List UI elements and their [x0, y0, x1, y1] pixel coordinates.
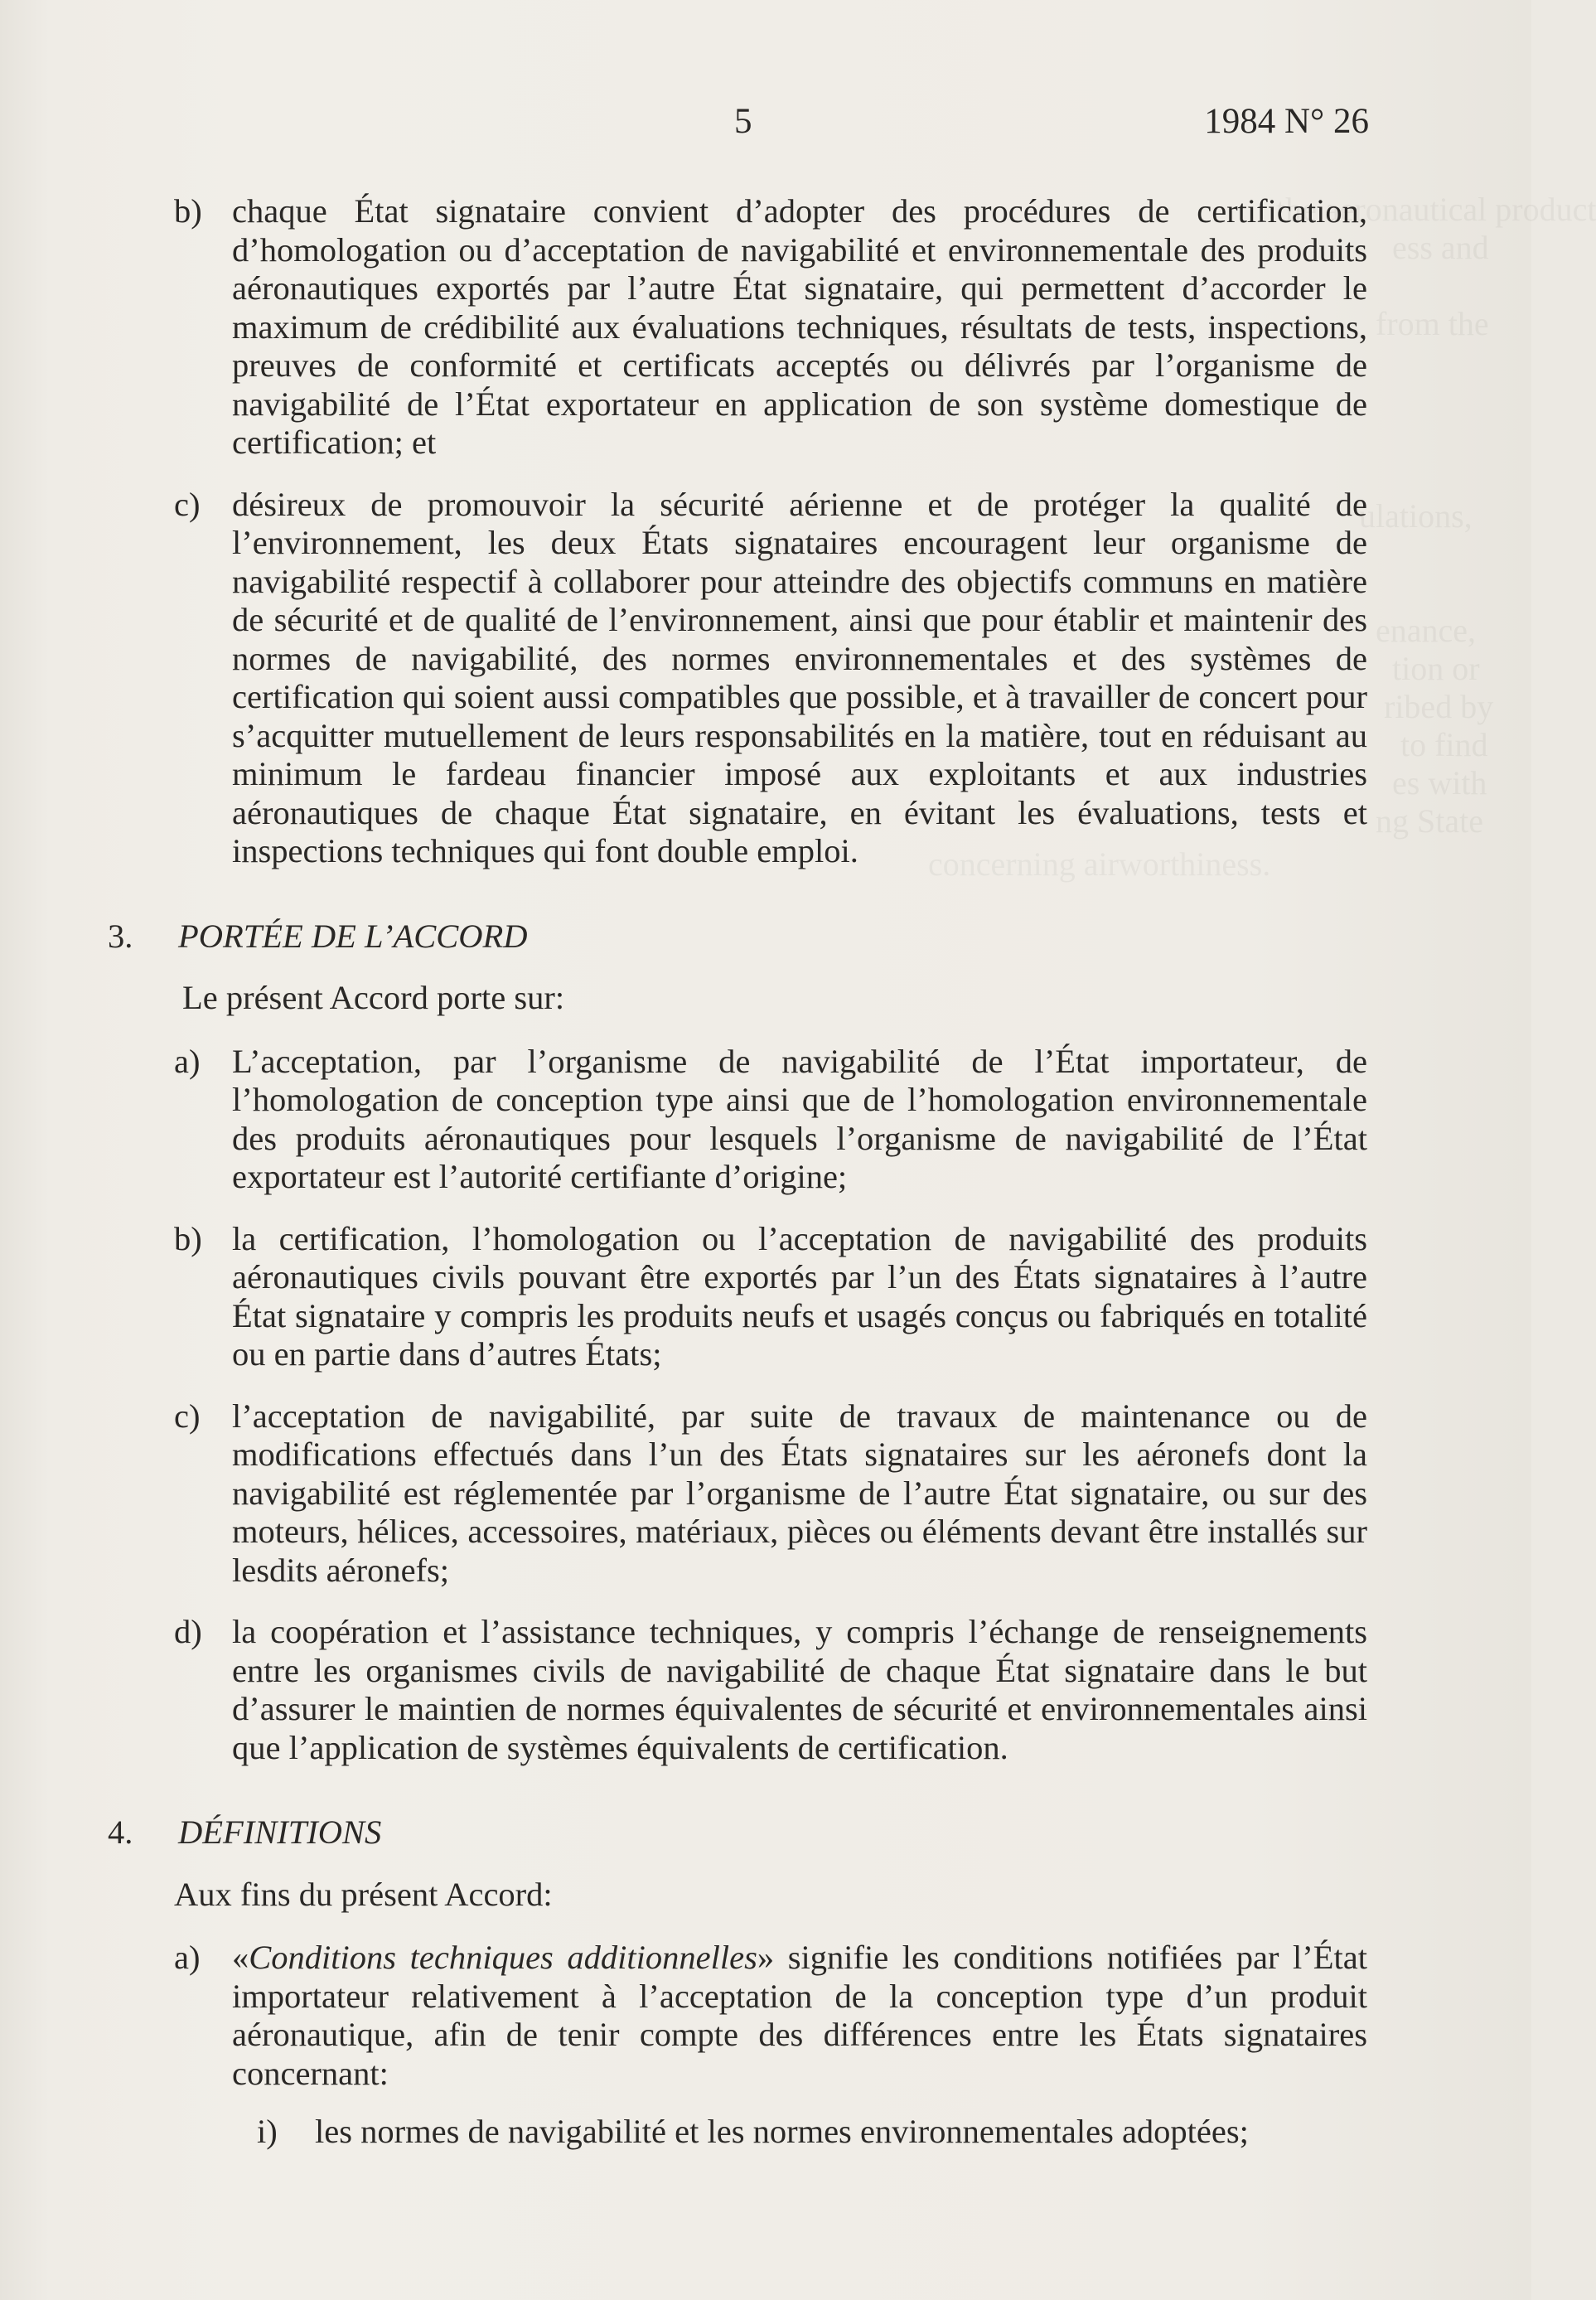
section-intro: Le présent Accord porte sur: [182, 979, 565, 1016]
section-intro: Aux fins du présent Accord: [174, 1875, 553, 1913]
bleed-line: ess and [1392, 229, 1489, 266]
definition-text: signifie les conditions notifiées par l’État importateur relativement à l’acceptation de la conception type d’un produit aéronautique, afin de tenir compte des différences entre les États signataires concernant: [232, 1939, 1367, 2092]
item-marker: c) [174, 485, 201, 523]
bleed-line: ulations, [1359, 497, 1473, 535]
page-header [0, 101, 1531, 151]
defined-term: Conditions techniques additionnelles [249, 1939, 757, 1976]
bleed-line: ng State [1376, 802, 1483, 840]
document-body [108, 192, 1367, 2152]
item-marker: a) [174, 1042, 201, 1080]
item-text: la coopération et l’assistance techniques, y compris l’échange de renseignements entre les organismes civils de navigabilité de chaque État signataire dans le but d’assurer le maintien de normes équivalentes de sécurité et environnementales ainsi que l’application de systèmes équivalents de certification. [232, 1613, 1367, 1766]
quote-open: « [232, 1939, 249, 1976]
section-title: PORTÉE DE L’ACCORD [178, 917, 528, 955]
clause-2c [108, 486, 1367, 871]
clause-3b [108, 1220, 1367, 1374]
bleed-line: to find [1400, 726, 1488, 763]
bleed-line: enance, [1376, 612, 1477, 649]
definition-4a-i [108, 2113, 1367, 2152]
section-number: 3. [108, 917, 133, 955]
section-heading-scope [108, 918, 1367, 956]
page-number: 5 [734, 102, 752, 141]
clause-3a [108, 1043, 1367, 1197]
subitem-marker: i) [257, 2113, 278, 2150]
item-marker: b) [174, 192, 202, 230]
bleed-line: tion or [1392, 650, 1480, 687]
item-marker: a) [174, 1939, 201, 1976]
item-text: la certification, l’homologation ou l’acceptation de navigabilité des produits aéronautiques civils pouvant être exportés par l’un des États signataires à l’autre État signataire y compris les produits neufs et usagés conçus ou fabriqués en totalité ou en partie dans d’autres États; [232, 1219, 1367, 1373]
item-text: désireux de promouvoir la sécurité aérienne et de protéger la qualité de l’environnement, les deux États signataires encouragent leur organisme de navigabilité respectif à collaborer pour atteindre des objectifs communs en matière de sécurité et de qualité de l’environnement, ainsi que pour établir et maintenir des normes de navigabilité, des normes environnementales et des systèmes de certification qui soient aussi compatibles que possible, et à travailler de concert pour s’acquitter mutuellement de leurs responsabilités en la matière, tout en réduisant au minimum le fardeau financier imposé aux exploitants et aux industries aéronautiques de chaque État signataire, en évitant les évaluations, tests et inspections techniques qui font double emploi. [232, 485, 1367, 869]
clause-2b [108, 192, 1367, 462]
item-text: l’acceptation de navigabilité, par suite de travaux de maintenance ou de modifications effectués dans l’un des États signataires sur les aéronefs dont la navigabilité est réglementée par l’organisme de l’autre État signataire, ou sur des moteurs, hélices, accessoires, matériaux, pièces ou éléments devant être installés sur lesdits aéronefs; [232, 1397, 1367, 1589]
item-text: L’acceptation, par l’organisme de navigabilité de l’État importateur, de l’homologation de conception type ainsi que de l’homologation environnementale des produits aéronautiques pour lesquels l’organisme de navigabilité de l’État exportateur est l’autorité certifiante d’origine; [232, 1042, 1367, 1195]
quote-close: » [757, 1939, 775, 1976]
item-marker: c) [174, 1397, 201, 1435]
item-marker: d) [174, 1613, 202, 1650]
item-marker: b) [174, 1219, 202, 1257]
section-number: 4. [108, 1813, 133, 1851]
section-heading-definitions [108, 1813, 1367, 1852]
clause-3d [108, 1613, 1367, 1767]
definition-4a [108, 1939, 1367, 2093]
clause-3c [108, 1397, 1367, 1591]
bleed-line: concerning airworthiness. [928, 845, 1271, 883]
bleed-line: es with [1392, 764, 1487, 801]
bleed-line: ribed by [1384, 688, 1494, 725]
subitem-text: les normes de navigabilité et les normes environnementales adoptées; [315, 2113, 1249, 2150]
section-title: DÉFINITIONS [178, 1813, 382, 1851]
bleed-line: the aeronautical product [1276, 191, 1596, 228]
issue-reference: 1984 N° 26 [1204, 102, 1369, 141]
item-text: chaque État signataire convient d’adopter des procédures de certification, d’homologation ou d’acceptation de navigabilité et environnementale des produits aéronautiques exportés par l’autre État signataire, qui permettent d’accorder le maximum de crédibilité aux évaluations techniques, résultats de tests, inspections, preuves de conformité et certificats acceptés ou délivrés par l’organisme de navigabilité de l’État exportateur en application de son système domestique de certification; et [232, 192, 1367, 461]
bleed-line: from the [1376, 305, 1489, 342]
